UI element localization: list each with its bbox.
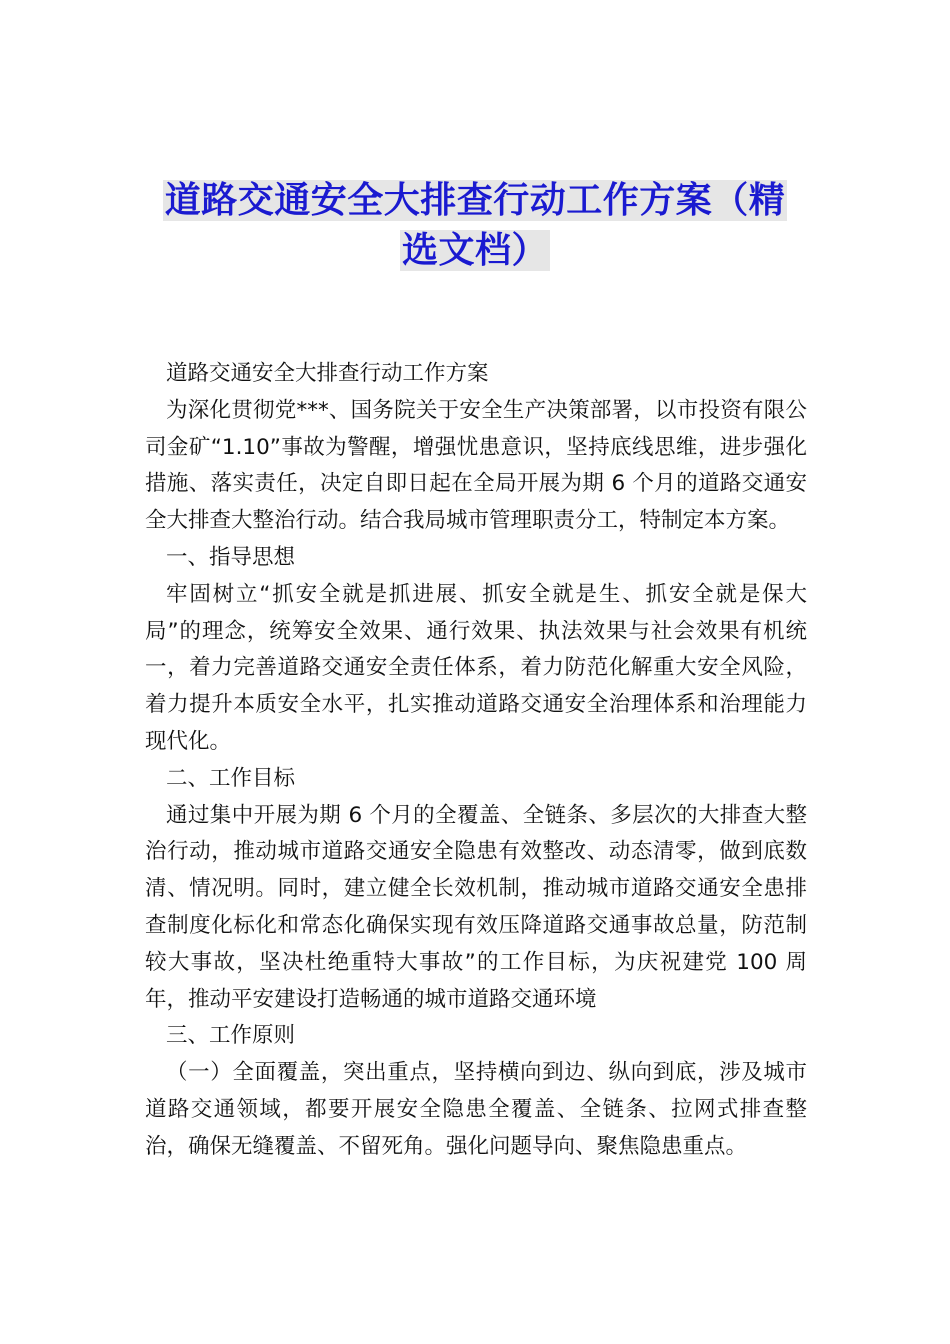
paragraph-intro: 为深化贯彻党***、国务院关于安全生产决策部署，以市投资有限公司金矿“1.10”事故为警醒，增强忧患意识，坚持底线思维，进步强化措施、落实责任，决定自即日起在全局开展为期 6 个月的道路交通安全大排查大整治行动。结合我局城市管理职责分工，特制定本方案。 xyxy=(145,397,807,534)
paragraph-guiding-ideology: 牢固树立“抓安全就是抓进展、抓安全就是生、抓安全就是保大局”的理念，统筹安全效果、通行效果、执法效果与社会效果有机统一，着力完善道路交通安全责任体系，着力防范化解重大安全风险，着力提升本质安全水平，扎实推动道路交通安全治理体系和治理能力现代化。 xyxy=(145,581,807,754)
section-heading-work-principles: 三、工作原则 xyxy=(166,1023,296,1049)
section-heading-work-goals: 二、工作目标 xyxy=(166,765,296,791)
paragraph-work-goals: 通过集中开展为期 6 个月的全覆盖、全链条、多层次的大排查大整治行动，推动城市道路交通安全隐患有效整改、动态清零，做到底数清、情况明。同时，建立健全长效机制，推动城市道路交通安全患排查制度化标化和常态化确保实现有效压降道路交通事故总量，防范制较大事故，坚决杜绝重特大事故”的工作目标，为庆祝建党 100 周年，推动平安建设打造畅通的城市道路交通环境 xyxy=(145,802,807,1012)
document-title xyxy=(120,176,830,276)
paragraph-principle-1: （一）全面覆盖，突出重点，坚持横向到边、纵向到底，涉及城市道路交通领域，都要开展安全隐患全覆盖、全链条、拉网式排查整治，确保无缝覆盖、不留死角。强化问题导向、聚焦隐患重点。 xyxy=(145,1060,807,1159)
title-line-2: 选文档） xyxy=(401,230,548,271)
title-line-1: 道路交通安全大排查行动工作方案（精 xyxy=(164,180,786,221)
section-heading-guiding-ideology: 一、指导思想 xyxy=(166,544,296,570)
document-body xyxy=(145,356,807,1166)
body-subtitle: 道路交通安全大排查行动工作方案 xyxy=(166,361,489,386)
